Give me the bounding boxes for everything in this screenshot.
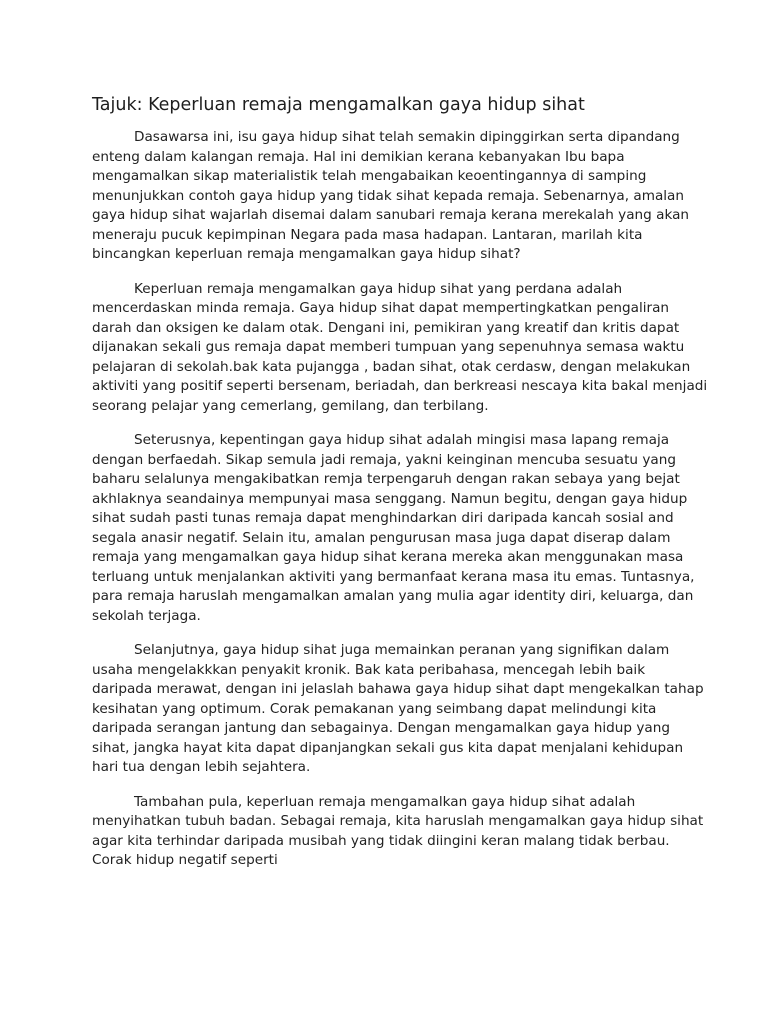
paragraph-1: Dasawarsa ini, isu gaya hidup sihat telah semakin dipinggirkan serta dipandang enteng dalam kalangan remaja. Hal ini demikian kerana kebanyakan Ibu bapa mengamalkan sikap materialistik telah mengabaikan keoentingannya di samping menunjukkan contoh gaya hidup yang tidak sihat kepada remaja. Sebenarnya, amalan gaya hidup sihat wajarlah disemai dalam sanubari remaja kerana merekalah yang akan meneraju pucuk kepimpinan Negara pada masa hadapan. Lantaran, marilah kita bincangkan keperluan remaja mengamalkan gaya hidup sihat? [92, 129, 690, 262]
paragraph-4: Selanjutnya, gaya hidup sihat juga memainkan peranan yang signifikan dalam usaha mengelakkkan penyakit kronik. Bak kata peribahasa, mencegah lebih baik daripada merawat, dengan ini jelaslah bahawa gaya hidup sihat dapt mengekalkan tahap kesihatan yang optimum. Corak pemakanan yang seimbang dapat melindungi kita daripada serangan jantung dan sebagainya. Dengan mengamalkan gaya hidup yang sihat, jangka hayat kita dapat dipanjangkan sekali gus kita dapat menjalani kehidupan hari tua dengan lebih sejahtera. [92, 642, 704, 775]
paragraph-2: Keperluan remaja mengamalkan gaya hidup sihat yang perdana adalah mencerdaskan minda remaja. Gaya hidup sihat dapat mempertingkatkan pengaliran darah dan oksigen ke dalam otak. Dengani ini, pemikiran yang kreatif dan kritis dapat dijanakan sekali gus remaja dapat memberi tumpuan yang sepenuhnya semasa waktu pelajaran di sekolah.bak kata pujangga , badan sihat, otak cerdasw, dengan melakukan aktiviti yang positif seperti bersenam, beriadah, dan berkreasi nescaya kita bakal menjadi seorang pelajar yang cemerlang, gemilang, dan terbilang. [92, 280, 708, 414]
paragraph-3: Seterusnya, kepentingan gaya hidup sihat adalah mingisi masa lapang remaja dengan berfaedah. Sikap semula jadi remaja, yakni keinginan mencuba sesuatu yang baharu selalunya mengakibatkan remja terpengaruh dengan rakan sebaya yang bejat akhlaknya seandainya mempunyai masa senggang. Namun begitu, dengan gaya hidup sihat sudah pasti tunas remaja dapat menghindarkan diri daripada kancah sosial and segala anasir negatif. Selain itu, amalan pengurusan masa juga dapat diserap dalam remaja yang mengamalkan gaya hidup sihat kerana mereka akan menggunakan masa terluang untuk menjalankan aktiviti yang bermanfaat kerana masa itu emas. Tuntasnya, para remaja haruslah mengamalkan amalan yang mulia agar identity diri, keluarga, dan sekolah terjaga. [92, 432, 695, 624]
document-title: Tajuk: Keperluan remaja mengamalkan gaya hidup sihat [92, 95, 585, 115]
paragraph-5: Tambahan pula, keperluan remaja mengamalkan gaya hidup sihat adalah menyihatkan tubuh badan. Sebagai remaja, kita haruslah mengamalkan gaya hidup sihat agar kita terhindar daripada musibah yang tidak diingini keran malang tidak berbau. Corak hidup negatif seperti [92, 793, 704, 868]
